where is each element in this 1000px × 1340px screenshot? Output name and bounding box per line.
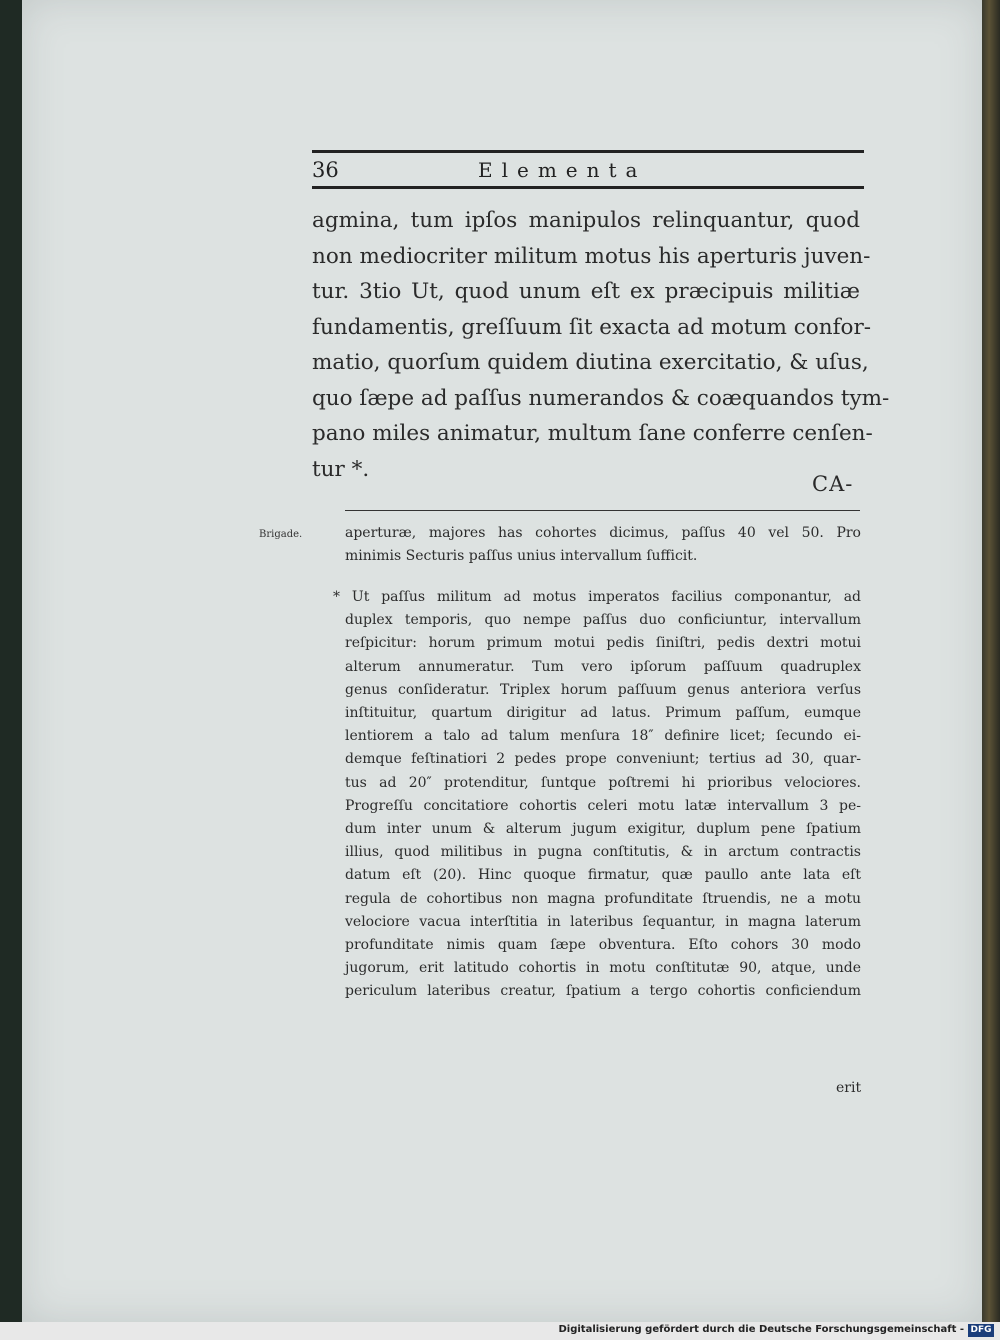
footnote-line: Progreſſu concitatiore cohortis celeri motu latæ intervallum 3 pe-	[345, 797, 861, 814]
main-text-line: quo ſæpe ad paſſus numerandos & coæquandos tym-	[312, 385, 890, 411]
footnote-line: inſtituitur, quartum dirigitur ad latus. Primum paſſum, eumque	[345, 705, 861, 722]
margin-note: Brigade.	[259, 529, 303, 540]
footnote-star	[333, 586, 861, 1004]
footnote-line: minimis Secturis paſſus unius intervallum ſufficit.	[345, 548, 698, 565]
digitization-credit: Digitalisierung gefördert durch die Deutsche Forschungsgemeinschaft -	[558, 1324, 964, 1335]
footnote-line: periculum lateribus creatur, ſpatium a tergo cohortis conficiendum	[345, 983, 861, 1000]
main-text-line: tur. 3tio Ut, quod unum eſt ex præcipuis militiæ	[312, 279, 860, 304]
header-rule-bottom	[312, 186, 864, 189]
footnote-line: aperturæ, majores has cohortes dicimus, paſſus 40 vel 50. Pro	[345, 525, 861, 541]
main-text-line: fundamentis, greſſuum ſit exacta ad motum confor-	[312, 314, 872, 340]
page-number: 36	[312, 158, 339, 182]
footnote-line: genus conſideratur. Triplex horum paſſuum genus anteriora verſus	[345, 681, 861, 698]
main-text-line: agmina, tum ipſos manipulos relinquantur, quod	[312, 208, 860, 233]
main-text-line: matio, quorſum quidem diutina exercitatio, & uſus,	[312, 350, 869, 375]
footnote-line: jugorum, erit latitudo cohortis in motu conſtitutæ 90, atque, unde	[345, 960, 861, 977]
header-rule-top	[312, 150, 864, 153]
footnote-line: reſpicitur: horum primum motui pedis ſiniſtri, pedis dextri motui	[345, 635, 861, 652]
footnote-line: regula de cohortibus non magna profunditate ſtruendis, ne a motu	[345, 890, 861, 907]
footnote-line: illius, quod militibus in pugna conſtitutis, & in arctum contractis	[345, 844, 861, 861]
main-text-line: tur *.	[312, 456, 370, 482]
main-text-block	[312, 203, 890, 487]
footnote-catchword: erit	[836, 1080, 862, 1096]
running-head: Elementa	[478, 158, 647, 182]
footnote-line: dum inter unum & alterum jugum exigitur, duplum pene ſpatium	[345, 821, 861, 838]
footnote-line: * Ut paſſus militum ad motus imperatos facilius componantur, ad	[333, 589, 861, 605]
footnote-line: duplex temporis, quo nempe paſſus duo conficiuntur, intervallum	[345, 612, 861, 629]
footnote-line: lentiorem a talo ad talum menſura 18″ definire licet; ſecundo ei-	[345, 728, 861, 745]
book-spine-edge	[982, 0, 1000, 1322]
footnote-rule	[345, 510, 860, 511]
footnote-line: tus ad 20″ protenditur, ſuntque poſtremi hi prioribus velociores.	[345, 774, 861, 791]
footnote-line: demque feſtinatiori 2 pedes prope conveniunt; tertius ad 30, quar-	[345, 751, 861, 768]
main-catchword: CA-	[812, 472, 854, 496]
main-text-line: pano miles animatur, multum ſane conferre cenſen-	[312, 421, 873, 446]
footnote-line: datum eſt (20). Hinc quoque firmatur, quæ paullo ante lata eſt	[345, 867, 861, 884]
dfg-logo-icon: DFG	[968, 1324, 994, 1337]
footnote-line: alterum annumeratur. Tum vero ipſorum paſſuum quadruplex	[345, 658, 861, 675]
footnote-continued	[345, 522, 861, 568]
main-text-line: non mediocriter militum motus his aperturis juven-	[312, 243, 871, 269]
footnote-line: velociore vacua interſtitia in lateribus ſequantur, in magna laterum	[345, 913, 861, 930]
footnote-line: profunditate nimis quam ſæpe obventura. Eſto cohors 30 modo	[345, 937, 861, 954]
